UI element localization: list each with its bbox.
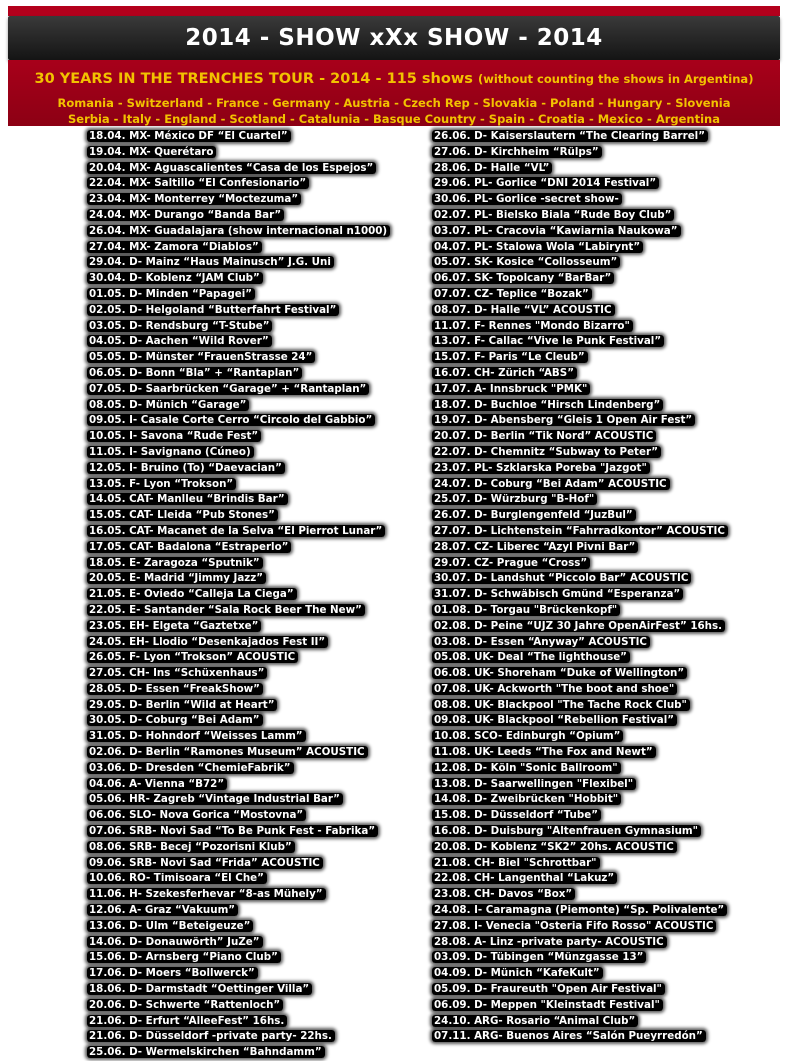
show-entry — [432, 319, 787, 335]
show-entry — [87, 1045, 422, 1061]
show-entry-text: 24.04. MX- Durango “Banda Bar” — [87, 209, 284, 221]
show-entry — [87, 729, 422, 745]
show-entry-text: 02.06. D- Berlin “Ramones Museum” ACOUSTIC — [87, 746, 368, 758]
show-entry-text: 16.07. CH- Zürich “ABS” — [432, 367, 577, 379]
show-entry-text: 23.07. PL- Szklarska Poreba "Jazgot" — [432, 462, 650, 474]
show-entry-text: 30.05. D- Coburg “Bei Adam” — [87, 714, 263, 726]
show-entry — [432, 571, 787, 587]
show-entry — [87, 129, 422, 145]
show-entry — [87, 919, 422, 935]
show-entry-text: 18.06. D- Darmstadt “Oettinger Villa” — [87, 983, 312, 995]
show-entry — [432, 540, 787, 556]
show-entry — [87, 903, 422, 919]
show-entry-text: 09.06. SRB- Novi Sad “Frida” ACOUSTIC — [87, 857, 323, 869]
show-entry-text: 28.06. D- Halle “VL” — [432, 162, 552, 174]
show-entry — [87, 982, 422, 998]
show-entry-text: 27.04. MX- Zamora “Diablos” — [87, 241, 262, 253]
show-entry-text: 24.05. EH- Llodio “Desenkajados Fest II” — [87, 636, 328, 648]
show-entry — [432, 777, 787, 793]
show-entry-text: 18.07. D- Buchloe “Hirsch Lindenberg” — [432, 399, 663, 411]
show-entry — [432, 556, 787, 572]
show-entry-text: 22.04. MX- Saltillo “El Confesionario” — [87, 177, 309, 189]
show-entry-text: 02.07. PL- Bielsko Biala “Rude Boy Club” — [432, 209, 674, 221]
show-entry — [432, 271, 787, 287]
show-entry-text: 06.07. SK- Topolcany “BarBar” — [432, 272, 614, 284]
show-entry-text: 17.05. CAT- Badalona “Estraperlo” — [87, 541, 291, 553]
show-entry-text: 05.07. SK- Kosice “Collosseum” — [432, 256, 620, 268]
show-entry-text: 26.06. D- Kaiserslautern “The Clearing Barrel” — [432, 130, 708, 142]
show-entry — [87, 856, 422, 872]
show-entry — [87, 761, 422, 777]
show-entry — [87, 398, 422, 414]
show-entry — [87, 319, 422, 335]
show-entry-text: 03.05. D- Rendsburg “T-Stube” — [87, 320, 272, 332]
show-entry — [87, 382, 422, 398]
show-entry — [432, 966, 787, 982]
show-entry-text: 12.06. A- Graz “Vakuum” — [87, 904, 238, 916]
show-entry — [432, 161, 787, 177]
show-entry-text: 23.05. EH- Elgeta “Gaztetxe” — [87, 620, 261, 632]
show-entry-text: 06.09. D- Meppen "Kleinstadt Festival" — [432, 999, 663, 1011]
show-entry — [432, 240, 787, 256]
show-entry — [432, 145, 787, 161]
show-entry-text: 07.11. ARG- Buenos Aires “Salón Pueyrredón” — [432, 1030, 706, 1042]
show-entry-text: 19.04. MX- Querétaro — [87, 146, 216, 158]
show-entry — [432, 761, 787, 777]
show-entry — [432, 192, 787, 208]
show-entry-text: 15.06. D- Arnsberg “Piano Club” — [87, 951, 281, 963]
show-entry-text: 20.07. D- Berlin “Tik Nord” ACOUSTIC — [432, 430, 656, 442]
show-entry — [432, 1029, 787, 1045]
show-entry-text: 26.07. D- Burglengenfeld “JuzBul” — [432, 509, 636, 521]
show-entry-text: 03.09. D- Tübingen “Münzgasse 13” — [432, 951, 646, 963]
show-entry-text: 27.05. CH- Ins “Schüxenhaus” — [87, 667, 267, 679]
show-entry-text: 13.08. D- Saarwellingen "Flexibel" — [432, 778, 636, 790]
show-entry — [87, 145, 422, 161]
show-entry — [432, 871, 787, 887]
show-entry-text: 22.08. CH- Langenthal “Lakuz” — [432, 872, 617, 884]
show-entry-text: 11.06. H- Szekesferhevar “8-as Mühely” — [87, 888, 326, 900]
show-entry-text: 14.05. CAT- Manlleu “Brindis Bar” — [87, 493, 288, 505]
show-entry — [87, 619, 422, 635]
show-entry-text: 22.05. E- Santander “Sala Rock Beer The New” — [87, 604, 365, 616]
show-entry-text: 18.04. MX- México DF “El Cuartel” — [87, 130, 291, 142]
show-entry — [87, 429, 422, 445]
show-entry-text: 05.05. D- Münster “FrauenStrasse 24” — [87, 351, 315, 363]
show-entry-text: 08.08. UK- Blackpool "The Tache Rock Club" — [432, 699, 690, 711]
show-entry — [432, 792, 787, 808]
show-entry-text: 30.04. D- Koblenz “JAM Club” — [87, 272, 263, 284]
show-entry — [432, 982, 787, 998]
show-entry-text: 28.05. D- Essen “FreakShow” — [87, 683, 263, 695]
show-entry — [87, 745, 422, 761]
show-entry — [87, 303, 422, 319]
show-entry — [432, 176, 787, 192]
show-entry — [432, 745, 787, 761]
show-entry-text: 30.06. PL- Gorlice -secret show- — [432, 193, 622, 205]
show-entry-text: 07.05. D- Saarbrücken “Garage” + “Rantaplan” — [87, 383, 369, 395]
show-entry-text: 16.08. D- Duisburg "Altenfrauen Gymnasium" — [432, 825, 701, 837]
show-entry — [432, 287, 787, 303]
show-entry — [432, 856, 787, 872]
tour-title-line — [8, 71, 780, 87]
show-entry — [87, 824, 422, 840]
show-entry — [87, 840, 422, 856]
show-entry — [87, 792, 422, 808]
show-entry-text: 11.08. UK- Leeds “The Fox and Newt” — [432, 746, 656, 758]
show-entry — [87, 334, 422, 350]
show-entry — [432, 713, 787, 729]
show-entry-text: 14.08. D- Zweibrücken "Hobbit" — [432, 793, 621, 805]
show-entry — [432, 334, 787, 350]
show-entry — [87, 208, 422, 224]
show-entry-text: 04.05. D- Aachen “Wild Rover” — [87, 335, 272, 347]
show-entry — [432, 524, 787, 540]
show-entry — [432, 350, 787, 366]
show-entry — [432, 508, 787, 524]
show-entry — [432, 255, 787, 271]
show-entry-text: 02.05. D- Helgoland “Butterfahrt Festival” — [87, 304, 339, 316]
show-entry — [432, 603, 787, 619]
show-entry-text: 29.04. D- Mainz “Haus Mainusch” J.G. Uni — [87, 256, 334, 268]
show-entry — [87, 682, 422, 698]
countries-line-1: Romania - Switzerland - France - Germany - Austria - Czech Rep - Slovakia - Poland - Hungary - Slovenia — [57, 96, 731, 110]
show-entry — [87, 713, 422, 729]
show-entry — [87, 603, 422, 619]
show-entry — [432, 903, 787, 919]
show-entry-text: 13.07. F- Callac “Vive le Punk Festival” — [432, 335, 664, 347]
show-entry-text: 24.08. I- Caramagna (Piemonte) “Sp. Polivalente” — [432, 904, 727, 916]
show-entry-text: 27.07. D- Lichtenstein “Fahrradkontor” ACOUSTIC — [432, 525, 728, 537]
show-entry — [432, 129, 787, 145]
show-entry-text: 15.05. CAT- Lleida “Pub Stones” — [87, 509, 278, 521]
show-entry-text: 08.07. D- Halle “VL” ACOUSTIC — [432, 304, 615, 316]
show-entry — [432, 650, 787, 666]
show-entry — [87, 445, 422, 461]
show-entry — [432, 824, 787, 840]
show-entry — [87, 461, 422, 477]
show-entry — [87, 777, 422, 793]
show-entry-text: 28.08. A- Linz -private party- ACOUSTIC — [432, 936, 667, 948]
show-entry — [87, 366, 422, 382]
show-entry — [432, 208, 787, 224]
show-entry-text: 08.05. D- Münich “Garage” — [87, 399, 249, 411]
show-entry — [87, 240, 422, 256]
show-entry — [432, 1014, 787, 1030]
show-entry-text: 10.06. RO- Timisoara “El Che” — [87, 872, 267, 884]
show-entry — [87, 966, 422, 982]
show-entry — [87, 161, 422, 177]
show-entry — [432, 303, 787, 319]
shows-list-right — [432, 129, 787, 1045]
show-entry-text: 09.08. UK- Blackpool “Rebellion Festival” — [432, 714, 677, 726]
shows-list-left — [87, 129, 422, 1061]
show-entry-text: 19.07. D- Abensberg “Gleis 1 Open Air Fest” — [432, 414, 695, 426]
show-entry — [432, 887, 787, 903]
show-entry — [432, 398, 787, 414]
show-entry-text: 09.05. I- Casale Corte Cerro “Circolo del Gabbio” — [87, 414, 375, 426]
show-entry — [87, 571, 422, 587]
show-entry — [87, 998, 422, 1014]
show-entry — [432, 461, 787, 477]
show-entry — [87, 1029, 422, 1045]
show-entry-text: 07.08. UK- Ackworth "The boot and shoe" — [432, 683, 677, 695]
show-entry-text: 29.06. PL- Gorlice “DNI 2014 Festival” — [432, 177, 659, 189]
show-entry — [87, 271, 422, 287]
show-entry — [87, 666, 422, 682]
tour-note: (without counting the shows in Argentina) — [477, 72, 754, 86]
show-entry-text: 03.08. D- Essen “Anyway” ACOUSTIC — [432, 636, 650, 648]
show-entry — [87, 1014, 422, 1030]
show-entry-text: 20.05. E- Madrid “Jimmy Jazz” — [87, 572, 266, 584]
show-entry-text: 08.06. SRB- Becej “Pozorisni Klub” — [87, 841, 295, 853]
title-bar — [8, 16, 780, 60]
show-entry-text: 21.05. E- Oviedo “Calleja La Ciega” — [87, 588, 297, 600]
show-entry — [432, 366, 787, 382]
show-entry — [87, 935, 422, 951]
show-entry-text: 24.07. D- Coburg “Bei Adam” ACOUSTIC — [432, 478, 670, 490]
show-entry-text: 29.05. D- Berlin “Wild at Heart” — [87, 699, 277, 711]
show-entry-text: 01.05. D- Minden “Papagei” — [87, 288, 255, 300]
show-entry-text: 05.09. D- Fraureuth "Open Air Festival" — [432, 983, 665, 995]
show-entry-text: 02.08. D- Peine “UJZ 30 Jahre OpenAirFest” 16hs. — [432, 620, 725, 632]
show-entry — [87, 524, 422, 540]
show-entry — [87, 255, 422, 271]
show-entry — [432, 840, 787, 856]
show-entry-text: 04.07. PL- Stalowa Wola “Labirynt” — [432, 241, 643, 253]
show-entry-text: 27.08. I- Venecia "Osteria Fifo Rosso" ACOUSTIC — [432, 920, 716, 932]
show-entry — [432, 682, 787, 698]
show-entry — [87, 808, 422, 824]
show-entry-text: 20.06. D- Schwerte “Rattenloch” — [87, 999, 283, 1011]
show-entry-text: 21.06. D- Erfurt “AlleeFest” 16hs. — [87, 1015, 287, 1027]
show-entry-text: 17.07. A- Innsbruck "PMK" — [432, 383, 590, 395]
show-entry — [432, 808, 787, 824]
show-entry-text: 14.06. D- Donauwörth” JuZe” — [87, 936, 263, 948]
show-entry — [87, 650, 422, 666]
show-entry — [87, 698, 422, 714]
tour-title: 30 YEARS IN THE TRENCHES TOUR - 2014 - 115 shows — [34, 71, 473, 87]
page-title: 2014 - SHOW xXx SHOW - 2014 — [185, 25, 603, 51]
show-entry — [432, 729, 787, 745]
show-entry — [87, 477, 422, 493]
show-entry-text: 30.07. D- Landshut “Piccolo Bar” ACOUSTIC — [432, 572, 691, 584]
show-entry-text: 04.06. A- Vienna “B72” — [87, 778, 227, 790]
show-entry-text: 04.09. D- Münich “KafeKult” — [432, 967, 603, 979]
show-entry — [432, 224, 787, 240]
show-entry-text: 18.05. E- Zaragoza “Sputnik” — [87, 557, 263, 569]
show-entry — [87, 508, 422, 524]
show-entry-text: 01.08. D- Torgau "Brückenkopf" — [432, 604, 620, 616]
show-entry-text: 29.07. CZ- Prague “Cross” — [432, 557, 590, 569]
show-entry-text: 16.05. CAT- Macanet de la Selva “El Pierrot Lunar” — [87, 525, 385, 537]
show-entry-text: 23.04. MX- Monterrey “Moctezuma” — [87, 193, 301, 205]
show-entry-text: 31.05. D- Hohndorf “Weisses Lamm” — [87, 730, 306, 742]
show-entry — [432, 445, 787, 461]
show-entry-text: 15.08. D- Düsseldorf “Tube” — [432, 809, 601, 821]
show-entry-text: 13.06. D- Ulm “Beteigeuze” — [87, 920, 253, 932]
show-entry — [87, 871, 422, 887]
show-entry — [432, 919, 787, 935]
show-entry — [87, 635, 422, 651]
show-entry-text: 13.05. F- Lyon “Trokson” — [87, 478, 236, 490]
show-entry-text: 10.08. SCO- Edinburgh “Opium” — [432, 730, 623, 742]
show-entry-text: 25.06. D- Wermelskirchen “Bahndamm” — [87, 1046, 325, 1058]
show-entry — [432, 492, 787, 508]
show-entry — [87, 492, 422, 508]
show-entry-text: 05.08. UK- Deal “The lighthouse” — [432, 651, 630, 663]
show-entry-text: 06.08. UK- Shoreham “Duke of Wellington” — [432, 667, 687, 679]
show-entry — [432, 429, 787, 445]
show-entry — [432, 619, 787, 635]
show-entry — [432, 635, 787, 651]
show-entry-text: 17.06. D- Moers “Bollwerck” — [87, 967, 258, 979]
show-entry-text: 26.04. MX- Guadalajara (show internacional n1000) — [87, 225, 390, 237]
show-entry — [87, 950, 422, 966]
show-entry-text: 03.06. D- Dresden “ChemieFabrik” — [87, 762, 294, 774]
show-entry — [87, 413, 422, 429]
show-entry-text: 28.07. CZ- Liberec “Azyl Pivni Bar” — [432, 541, 638, 553]
show-entry — [87, 192, 422, 208]
show-entry — [432, 413, 787, 429]
show-entry — [432, 382, 787, 398]
countries-line-2: Serbia - Italy - England - Scotland - Catalunia - Basque Country - Spain - Croatia - Mexico - Argentina — [67, 112, 721, 126]
show-entry — [432, 935, 787, 951]
show-entry-text: 21.06. D- Düsseldorf -private party- 22hs. — [87, 1030, 335, 1042]
show-entry-text: 06.05. D- Bonn “Bla” + “Rantaplan” — [87, 367, 302, 379]
show-entry — [432, 666, 787, 682]
show-entry-text: 15.07. F- Paris “Le Cleub” — [432, 351, 588, 363]
show-entry-text: 26.05. F- Lyon “Trokson” ACOUSTIC — [87, 651, 298, 663]
show-entry — [432, 950, 787, 966]
show-entry — [87, 556, 422, 572]
show-entry — [87, 176, 422, 192]
show-entry-text: 20.08. D- Koblenz “SK2” 20hs. ACOUSTIC — [432, 841, 677, 853]
show-entry-text: 06.06. SLO- Nova Gorica “Mostovna” — [87, 809, 306, 821]
show-entry — [432, 698, 787, 714]
show-entry-text: 10.05. I- Savona “Rude Fest” — [87, 430, 261, 442]
show-entry-text: 12.05. I- Bruino (To) “Daevacian” — [87, 462, 285, 474]
show-entry — [432, 998, 787, 1014]
show-entry-text: 27.06. D- Kirchheim “Rülps” — [432, 146, 602, 158]
top-red-strip — [8, 6, 780, 16]
show-entry-text: 23.08. CH- Davos “Box” — [432, 888, 575, 900]
show-entry-text: 12.08. D- Köln "Sonic Ballroom" — [432, 762, 621, 774]
show-entry — [87, 540, 422, 556]
show-entry-text: 25.07. D- Würzburg "B-Hof" — [432, 493, 597, 505]
show-entry-text: 03.07. PL- Cracovia “Kawiarnia Naukowa” — [432, 225, 681, 237]
show-entry — [432, 587, 787, 603]
show-entry — [432, 477, 787, 493]
show-entry-text: 11.05. I- Savignano (Cúneo) — [87, 446, 254, 458]
show-entry — [87, 587, 422, 603]
show-entry-text: 11.07. F- Rennes "Mondo Bizarro" — [432, 320, 633, 332]
show-entry — [87, 224, 422, 240]
show-entry-text: 05.06. HR- Zagreb “Vintage Industrial Bar” — [87, 793, 343, 805]
show-entry-text: 20.04. MX- Aguascalientes “Casa de los Espejos” — [87, 162, 376, 174]
show-entry — [87, 887, 422, 903]
show-entry-text: 31.07. D- Schwäbisch Gmünd “Esperanza” — [432, 588, 683, 600]
show-entry — [87, 287, 422, 303]
show-entry-text: 07.06. SRB- Novi Sad “To Be Punk Fest - Fabrika” — [87, 825, 378, 837]
show-entry — [87, 350, 422, 366]
show-entry-text: 24.10. ARG- Rosario “Animal Club” — [432, 1015, 638, 1027]
show-entry-text: 22.07. D- Chemnitz “Subway to Peter” — [432, 446, 661, 458]
show-entry-text: 07.07. CZ- Teplice “Bozak” — [432, 288, 592, 300]
show-entry-text: 21.08. CH- Biel "Schrottbar" — [432, 857, 600, 869]
